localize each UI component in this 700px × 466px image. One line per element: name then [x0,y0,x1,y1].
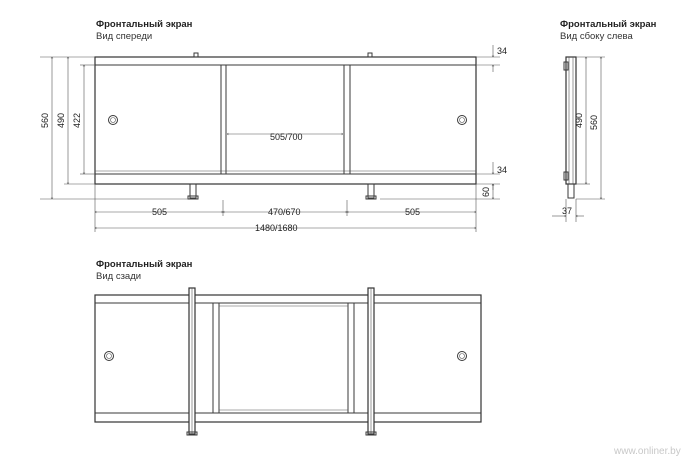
dim-panel-height: 422 [72,112,82,128]
dim-center-opening: 505/700 [270,132,303,142]
watermark: www.onliner.by [614,446,681,457]
dim-bottom-rail: 34 [497,165,508,175]
dim-right-panel: 505 [405,207,421,217]
front-view [40,19,507,233]
back-panel-frame [95,295,481,422]
side-view-subtitle: Вид сбоку слева [560,31,633,42]
dim-foot: 60 [481,186,491,197]
dim-side-490: 490 [574,112,584,128]
dim-side-depth: 37 [562,206,573,216]
dim-total-width: 1480/1680 [255,223,298,233]
side-view-title: Фронтальный экран [560,19,657,30]
front-panel-frame [95,57,476,184]
front-view-subtitle: Вид спереди [96,31,153,42]
dim-top-rail: 34 [497,46,508,56]
dim-total-height: 560 [40,112,50,128]
dim-frame-height: 490 [56,112,66,128]
dim-left-panel: 505 [152,207,168,217]
dim-side-560: 560 [589,114,599,130]
dim-center-panel: 470/670 [268,207,301,217]
back-view-title: Фронтальный экран [96,259,193,270]
side-view [552,19,657,222]
front-view-title: Фронтальный экран [96,19,193,30]
back-view-subtitle: Вид сзади [96,271,142,282]
back-view [95,259,481,435]
